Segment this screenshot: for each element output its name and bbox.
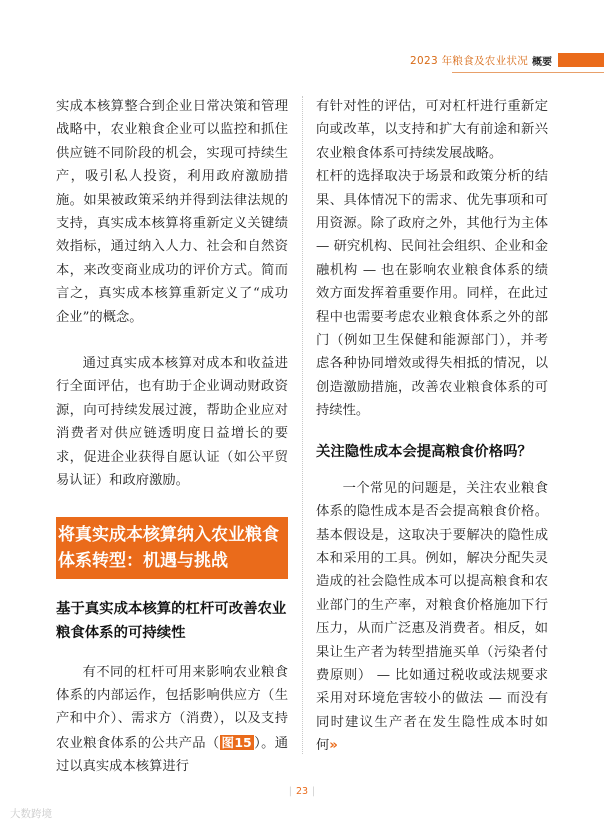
- right-paragraph-3-text: 一个常见的问题是，关注农业粮食体系的隐性成本是否会提高粮食价格。基本假设是，这取决于要解决的隐性成本和采用的工具。例如，解决分配失灵造成的社会隐性成本可以提高粮食和农业部门的生产率，对粮食价格施加下行压力，从而广泛惠及消费者。相反，如果让生产者为转型措施买单（污染者付费原则） — 比如通过税收或法规要求采用对环境危害较小的做法 — 而没有同时建议生产者在发生隐性成本时如何: [316, 480, 548, 754]
- left-paragraph-3-tail: ）。通过以真实成本核算进行: [56, 735, 288, 775]
- continue-arrow-icon: »: [329, 738, 338, 754]
- watermark: 大数跨境: [10, 808, 52, 820]
- right-paragraph-1: 有针对性的评估，可对杠杆进行重新定向或改革，以支持和扩大有前途和新兴农业粮食体系可持续发展战略。: [316, 99, 548, 161]
- running-header: [410, 52, 604, 68]
- page-number: | 23 |: [288, 786, 316, 797]
- question-heading: 关注隐性成本会提高粮食价格吗？: [316, 443, 532, 460]
- sub-heading: 基于真实成本核算的杠杆可改善农业粮食体系的可持续性: [56, 600, 287, 641]
- right-column: [316, 95, 548, 758]
- report-title: 2023 年粮食及农业状况: [410, 54, 528, 67]
- section-label: 概要: [532, 56, 552, 68]
- page-number-value: 23: [295, 786, 309, 797]
- left-paragraph-3: [56, 661, 288, 779]
- left-paragraph-2: 通过真实成本核算对成本和收益进行全面评估，也有助于企业调动财政资源，向可持续发展过渡，帮助企业应对消费者对供应链透明度日益增长的要求，促进企业获得自愿认证（如公平贸易认证）和政府激励。: [56, 356, 288, 489]
- header-rule: [452, 72, 604, 73]
- header-accent-bar: [558, 53, 604, 67]
- right-paragraph-3: [316, 477, 548, 758]
- section-heading: 将真实成本核算纳入农业粮食体系转型：机遇与挑战: [56, 517, 288, 579]
- right-paragraph-2: 杠杆的选择取决于场景和政策分析的结果、具体情况下的需求、优先事项和可用资源。除了政府之外，其他行为主体 — 研究机构、民间社会组织、企业和金融机构 — 也在影响农业粮食体系的绩效方面发挥着重要作用。同样，在此过程中也需要考虑农业粮食体系之外的部门（例如卫生保健和能源部门），并考虑各种协同增效或得失相抵的情况，以创造激励措施，改善农业粮食体系的可持续性。: [316, 169, 548, 419]
- figure-reference-link[interactable]: 图15: [221, 734, 252, 750]
- left-paragraph-3-text: 有不同的杠杆可用来影响农业粮食体系的内部运作，包括影响供应方（生产和中介）、需求方（消费），以及支持农业粮食体系的公共产品（: [56, 664, 288, 751]
- column-divider: [302, 96, 303, 754]
- left-paragraph-1: 实成本核算整合到企业日常决策和管理战略中，农业粮食企业可以监控和抓住供应链不同阶段的机会，实现可持续生产，吸引私人投资，利用政府激励措施。如果被政策采纳并得到法律法规的支持，真实成本核算将重新定义关键绩效指标，通过纳入人力、社会和自然资本，来改变商业成功的评价方式。简而言之，真实成本核算重新定义了“成功企业”的概念。: [56, 99, 288, 325]
- left-column: [56, 95, 288, 779]
